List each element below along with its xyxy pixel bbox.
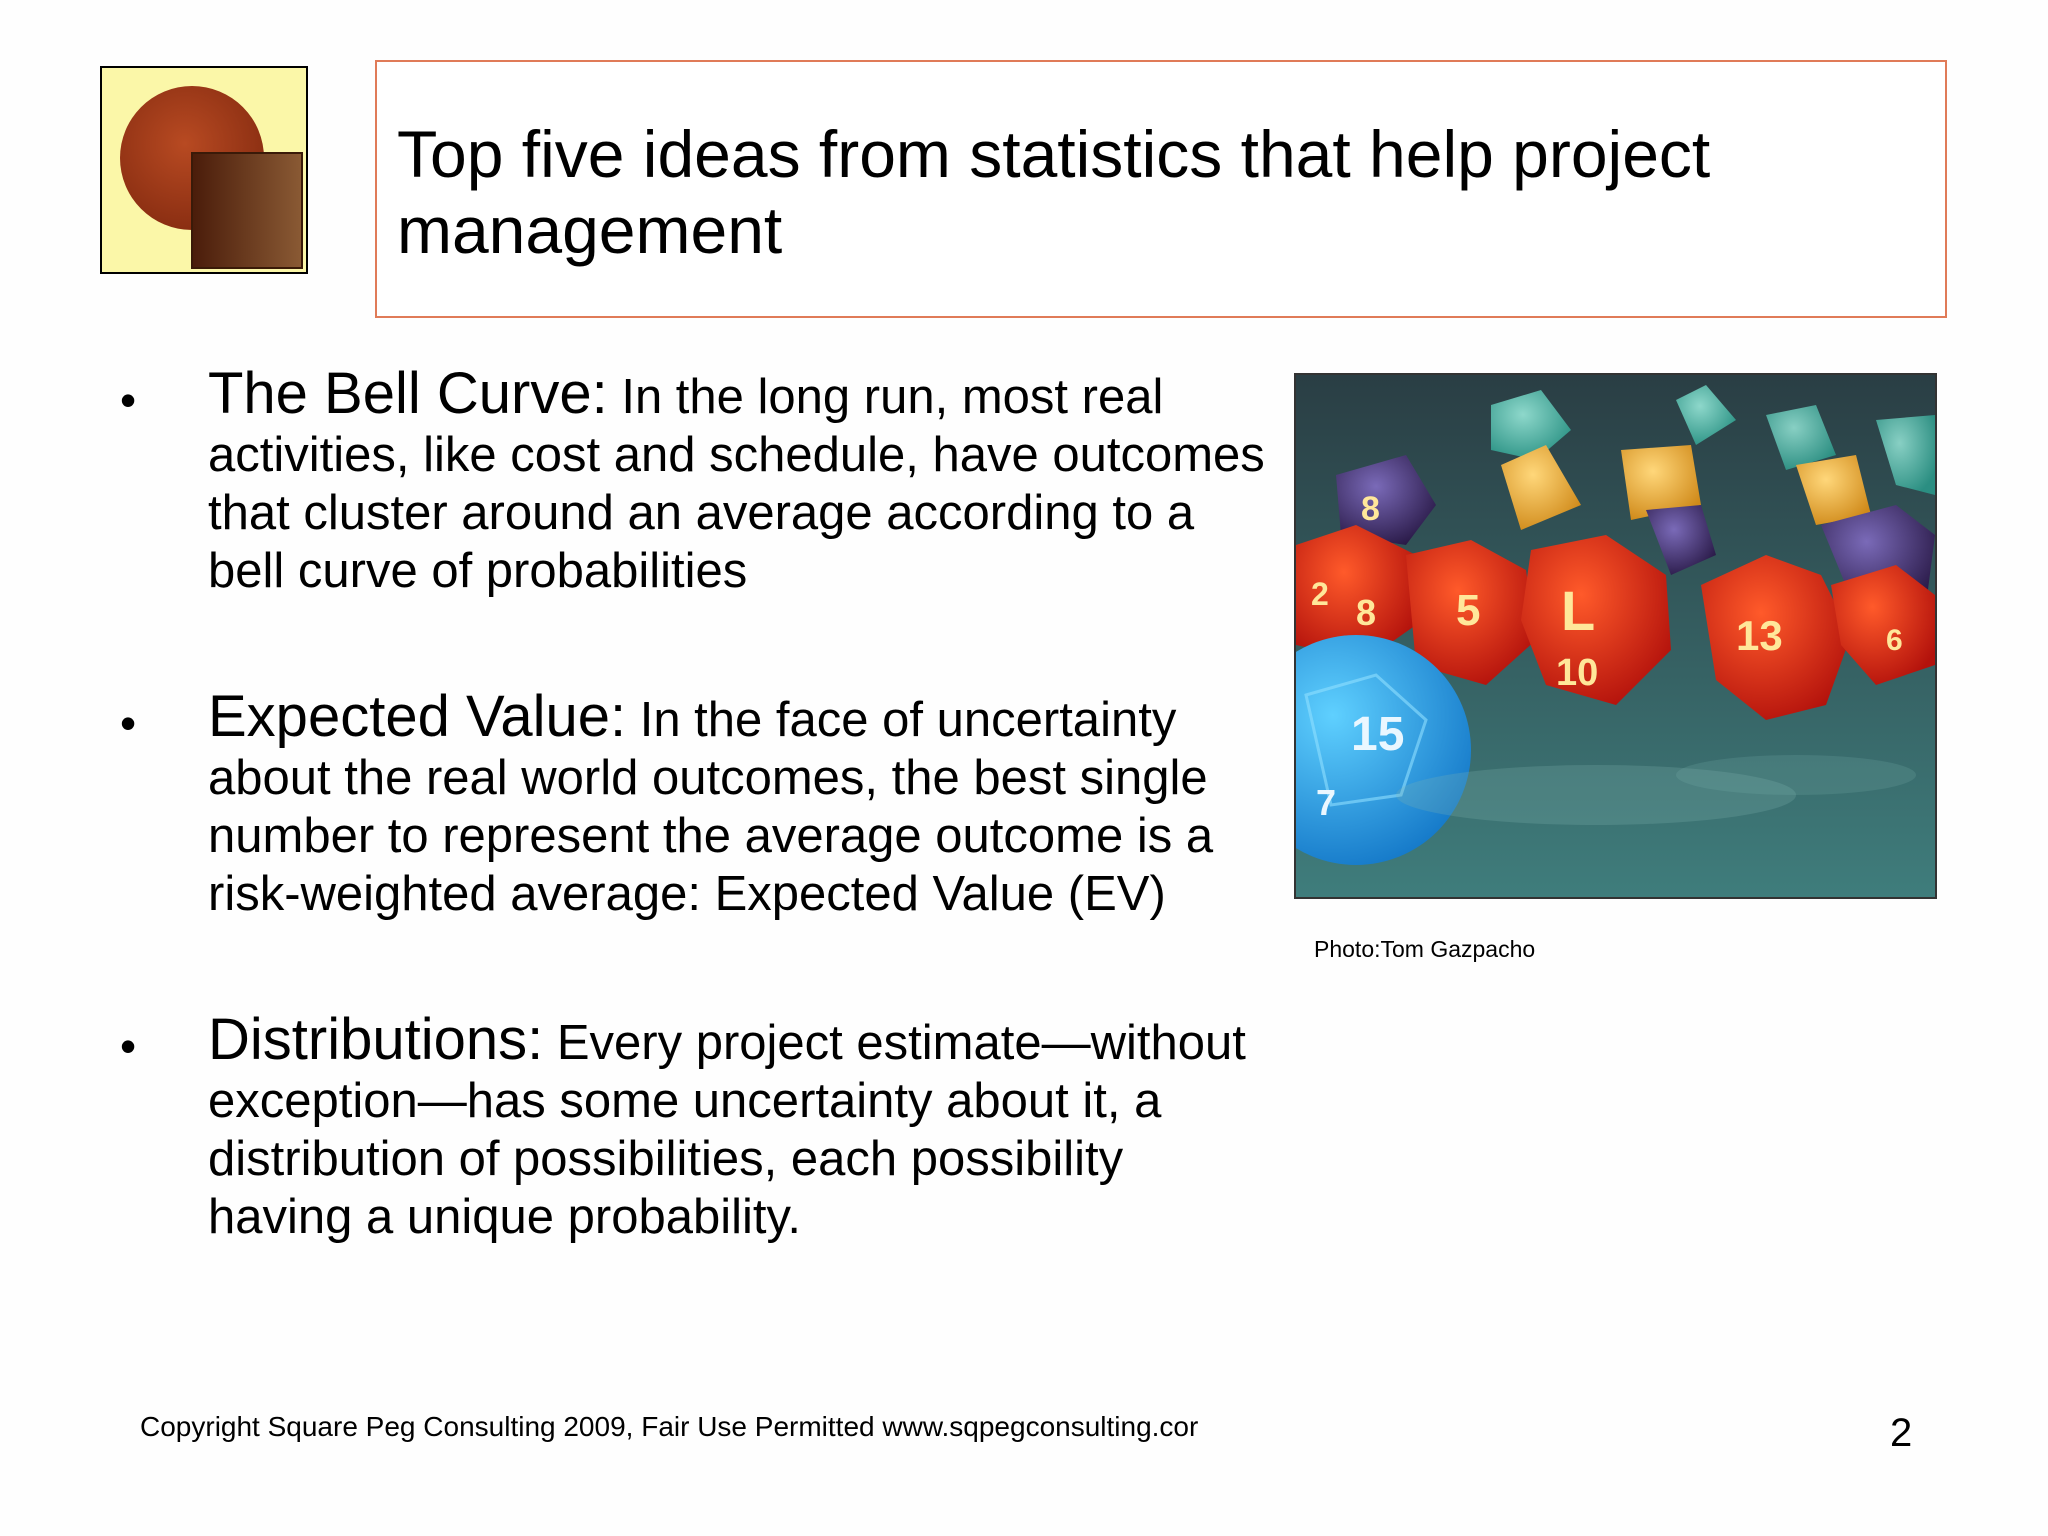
svg-text:2: 2	[1311, 576, 1329, 612]
svg-text:10: 10	[1556, 652, 1599, 694]
bullet-term: The Bell Curve:	[208, 361, 608, 426]
page-number: 2	[1890, 1411, 1913, 1455]
bullet-term: Expected Value:	[208, 684, 627, 749]
bullet-item	[120, 684, 1270, 923]
svg-text:5: 5	[1456, 586, 1481, 635]
bullet-term: Distributions:	[208, 1007, 544, 1072]
bullet-dot: •	[120, 697, 137, 749]
svg-text:7: 7	[1316, 782, 1337, 823]
bullet-body: In the long run, most real activities, like cost and schedule, have outcomes that cluster around an average according to a bell curve of probabilities	[208, 370, 1265, 598]
photo-caption: Photo:Tom Gazpacho	[1314, 936, 1536, 962]
slide-title: Top five ideas from statistics that help project management	[397, 117, 1711, 267]
bullet-item	[120, 1007, 1270, 1246]
bullet-dot: •	[120, 374, 137, 426]
bullet-body: In the face of uncertainty about the real world outcomes, the best single number to represent the average outcome is a risk-weighted average: Expected Value (EV)	[208, 693, 1214, 921]
bullet-dot: •	[120, 1020, 137, 1072]
bullet-text	[208, 361, 1270, 600]
svg-text:15: 15	[1351, 708, 1405, 761]
bullet-text	[208, 1007, 1270, 1246]
title-box	[375, 60, 1947, 318]
svg-text:8: 8	[1356, 592, 1377, 633]
logo-icon	[100, 66, 308, 274]
dice-photo	[1294, 373, 1937, 899]
bullet-list	[120, 361, 1270, 1334]
bullet-item	[120, 361, 1270, 600]
bullet-text	[208, 684, 1270, 923]
svg-text:13: 13	[1736, 612, 1783, 659]
bullet-body: Every project estimate—without exception—has some uncertainty about it, a distribution of possibilities, each possibility having a unique probability.	[208, 1016, 1246, 1244]
footer-copyright: Copyright Square Peg Consulting 2009, Fair Use Permitted www.sqpegconsulting.cor	[140, 1411, 1199, 1442]
svg-text:8: 8	[1361, 490, 1380, 528]
svg-text:6: 6	[1886, 624, 1903, 657]
svg-text:L: L	[1561, 579, 1596, 642]
